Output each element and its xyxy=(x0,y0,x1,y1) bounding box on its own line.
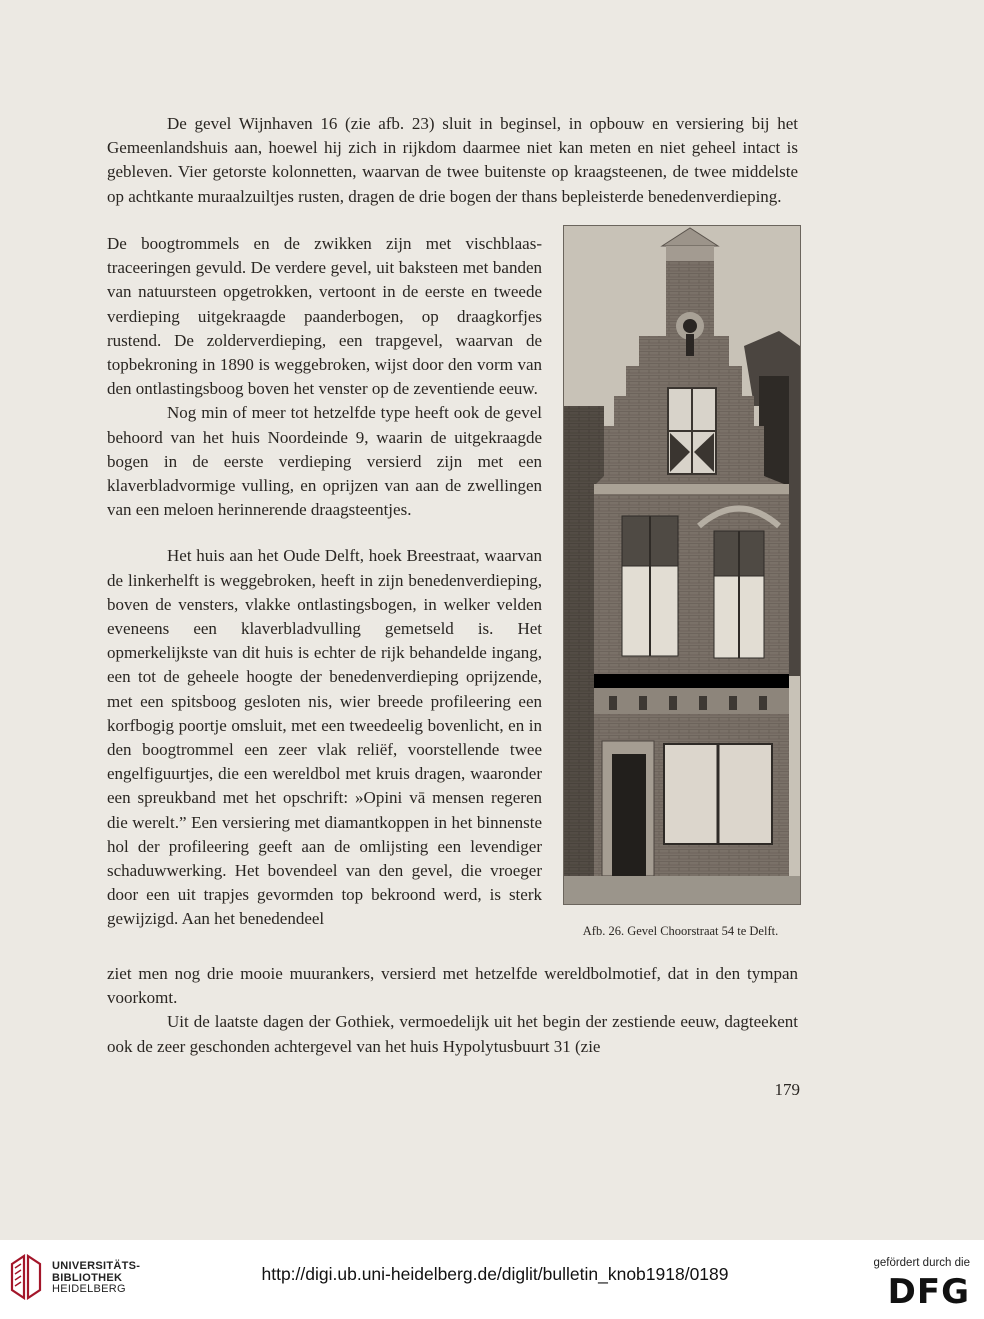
page-number: 179 xyxy=(774,1080,800,1099)
paragraph-oude-delft: Het huis aan het Oude Delft, hoek Breestraat, waarvan de linkerhelft is weggebroken, heeft in zijn benedenverdieping, boven de vensters, vlakke ontlastingsbogen, in welker velden eveneens een klaverbladvulling gemetseld is. Het opmerkelijkste van dit huis is echter de rijk behandelde ingang, een tot de geheele hoogte der benedenverdieping oprijzende, met een spitsboog gesloten nis, wier breede profileering een korfbogig poortje omsluit, met een tweedeelig bovenlicht, en in den boogtrommel een zeer vlak reliëf, voorstellende twee engelfiguurtjes, die een wereldbol met kruis dragen, waaronder een spreukband met het opschrift: »Opini vā mensen regeren die werelt.” Een versiering met diamantkoppen in het binnenste hol der profileering geeft aan de omlijsting een levendiger schaduwwerking. Het bovendeel van den gevel, die vroeger door een uit trapjes gevormden top bekroond werd, is sterk gewijzigd. Aan het benedendeel xyxy=(107,546,542,929)
paragraph-boogtrommels: De boogtrommels en de zwikken zijn met vischblaas-traceeringen gevuld. De verdere gevel, uit baksteen met banden van natuursteen opgetrokken, vertoont in de eerste en tweede verdieping uitgekraagde paanderbogen, op draagkorfjes rustend. De zolderverdieping, een trapgevel, waarvan de topbekroning in 1890 is weggebroken, wijst door den vorm van den ontlastingsboog boven het venster op de zeventiende eeuw. xyxy=(107,234,542,399)
paragraph-noordeinde: Nog min of meer tot hetzelfde type heeft ook de gevel behoord van het huis Noordeinde 9, waarin de uitgekraagde bogen in de eerste verdieping versierd zijn met een klaverbladvormige vulling, en oprijzen van aan de zwellingen van een meloen herinnerende draagsteentjes. xyxy=(107,403,542,520)
facade-photograph xyxy=(563,225,801,905)
university-library-name xyxy=(52,1261,140,1296)
university-library-logo-icon xyxy=(10,1254,42,1300)
library-name-line-1: UNIVERSITÄTS- xyxy=(52,1260,141,1272)
permalink-url[interactable]: http://digi.ub.uni-heidelberg.de/diglit/bulletin_knob1918/0189 xyxy=(261,1264,729,1284)
figure-caption: Afb. 26. Gevel Choorstraat 54 te Delft. xyxy=(582,924,779,938)
paragraph-gothiek: Uit de laatste dagen der Gothiek, vermoedelijk uit het begin der zestiende eeuw, dagteekent ook de zeer geschonden achtergevel van het huis Hypolytusbuurt 31 (zie xyxy=(107,1012,798,1056)
paragraph-continuation: ziet men nog drie mooie muurankers, versierd met hetzelfde wereldbolmotief, dat in den tympan voorkomt. xyxy=(107,964,798,1008)
viewer-footer xyxy=(0,1240,984,1319)
article-text-top xyxy=(107,112,798,209)
paragraph-wijnhaven: De gevel Wijnhaven 16 (zie afb. 23) sluit in beginsel, in opbouw en versiering bij het Gemeenlandshuis aan, hoewel hij zich in rijkdom daarmee niet kan meten en niet geheel intact is gebleven. Vier getorste kolonnetten, waarvan de twee buitenste op kraagsteenen, de twee middelste op achtkante muraalzuiltjes rusten, dragen de drie bogen der thans bepleisterde benedenverdieping. xyxy=(107,114,798,206)
article-text-left-column xyxy=(107,232,542,932)
facade-photo-image xyxy=(564,226,800,904)
library-name-line-3: HEIDELBERG xyxy=(52,1283,126,1295)
funded-by-label: gefördert durch die xyxy=(873,1257,970,1269)
dfg-logo: DFG xyxy=(887,1272,970,1312)
library-name-line-2: BIBLIOTHEK xyxy=(52,1271,123,1284)
article-text-bottom xyxy=(107,962,798,1059)
